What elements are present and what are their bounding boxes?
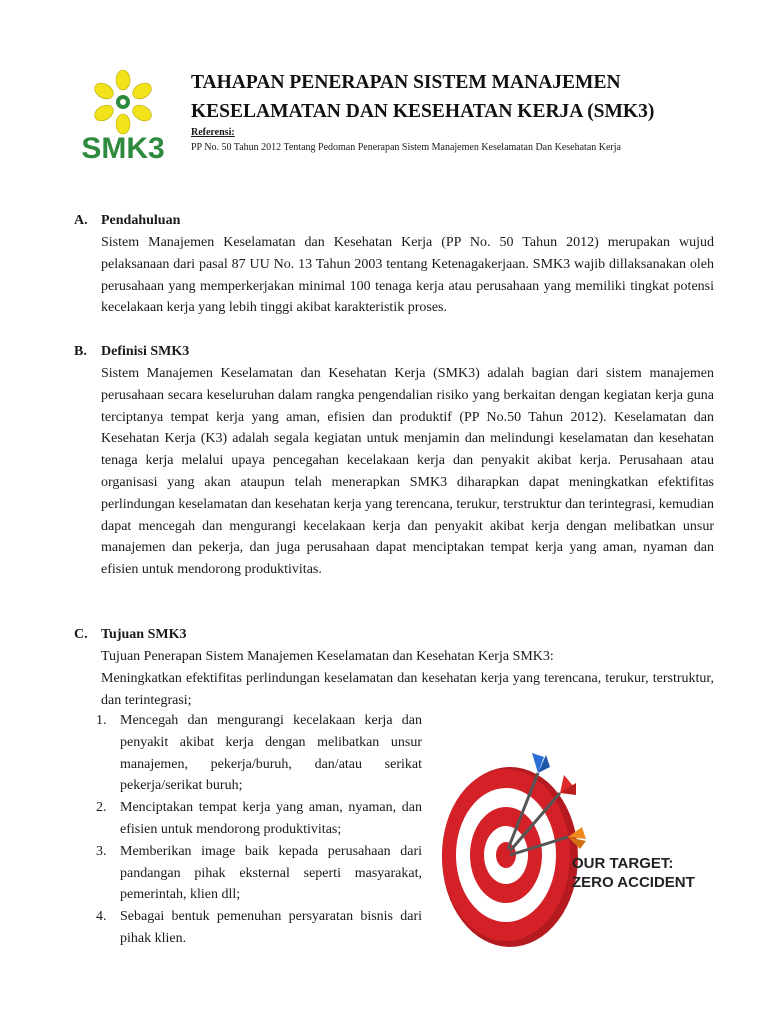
reference-label: Referensi: <box>191 127 235 138</box>
section-heading <box>74 341 714 363</box>
section-title: Pendahuluan <box>101 213 181 228</box>
section-heading <box>74 624 714 646</box>
section-pendahuluan <box>74 210 714 319</box>
target-caption-line-2: ZERO ACCIDENT <box>572 874 695 891</box>
section-heading <box>74 210 714 232</box>
section-body <box>101 232 714 319</box>
list-item: 1. Mencegah dan mengurangi kecelakaan kerja dan penyakit akibat kerja dengan melibatkan unsur manajemen, pekerja/buruh, dan/atau serikat pekerja/serikat buruh; <box>96 713 422 794</box>
paragraph: Sistem Manajemen Keselamatan dan Kesehatan Kerja (PP No. 50 Tahun 2012) merupakan wujud pelaksanaan dari pasal 87 UU No. 13 Tahun 2003 tentang Ketenagakerjaan. SMK3 wajib dillaksanakan oleh perusahaan yang memperkerjakan minimal 100 tenaga kerja atau perusahaan yang memiliki tingkat potensi kecelakaan kerja yang lebih tinggi akibat karakteristik proses. <box>101 235 714 316</box>
section-letter: A. <box>74 213 88 228</box>
list-item: 4. Sebagai bentuk pemenuhan persyaratan bisnis dari pihak klien. <box>96 909 422 946</box>
logo-text: SMK3 <box>81 132 165 165</box>
goals-list <box>96 710 422 950</box>
section-body <box>101 363 714 581</box>
page-title <box>191 68 654 126</box>
section-title: Tujuan SMK3 <box>101 627 187 642</box>
section-definisi <box>74 341 714 581</box>
section-letter: C. <box>74 627 88 642</box>
section-letter: B. <box>74 344 87 359</box>
intro-line: Tujuan Penerapan Sistem Manajemen Keselamatan dan Kesehatan Kerja SMK3: <box>101 649 554 664</box>
target-illustration <box>436 745 716 950</box>
intro-paragraph: Meningkatkan efektifitas perlindungan keselamatan dan kesehatan kerja yang terencana, terukur, terstruktur, dan terintegrasi; <box>101 670 714 708</box>
title-line-2: KESELAMATAN DAN KESEHATAN KERJA (SMK3) <box>191 101 655 122</box>
section-title: Definisi SMK3 <box>101 344 190 359</box>
gear-icon <box>92 70 154 134</box>
list-item: 2. Menciptakan tempat kerja yang aman, nyaman, dan efisien untuk mendorong produktivitas; <box>96 800 422 837</box>
title-line-1: TAHAPAN PENERAPAN SISTEM MANAJEMEN <box>191 72 621 93</box>
target-caption-line-1: OUR TARGET: <box>572 855 674 872</box>
section-body <box>101 646 714 711</box>
list-item: 3. Memberikan image baik kepada perusahaan dari pandangan pihak eksternal seperti masyarakat, pemerintah, klien dll; <box>96 843 422 903</box>
paragraph: Sistem Manajemen Keselamatan dan Kesehatan Kerja (SMK3) adalah bagian dari sistem manajemen perusahaan secara keseluruhan dalam rangka pengendalian risiko yang berkaitan dengan kegiatan kerja guna terciptanya tempat kerja yang aman, efisien dan produktif (PP No.50 Tahun 2012). Keselamatan dan Kesehatan Kerja (K3) adalah segala kegiatan untuk menjamin dan melindungi keselamatan dan kesehatan tenaga kerja melalui upaya pencegahan kecelakaan kerja dan penyakit akibat kerja. Perusahaan atau organisasi yang akan ataupun telah menerapkan SMK3 diharapkan dapat meningkatkan efektifitas perlindungan keselamatan dan kesehatan kerja yang terencana, terukur, terstruktur dan terintegrasi, kemudian dapat mencegah dan mengurangi kecelakaan kerja dan penyakit akibat kerja dengan melibatkan unsur manajemen dan pekerja, dan juga perusahaan dapat menciptakan tempat kerja yang aman, nyaman dan efisien untuk mendorong produktivitas. <box>101 366 714 578</box>
reference-text: PP No. 50 Tahun 2012 Tentang Pedoman Penerapan Sistem Manajemen Keselamatan Dan Kesehatan Kerja <box>191 142 621 153</box>
smk3-logo <box>66 66 180 172</box>
section-tujuan <box>74 624 714 711</box>
